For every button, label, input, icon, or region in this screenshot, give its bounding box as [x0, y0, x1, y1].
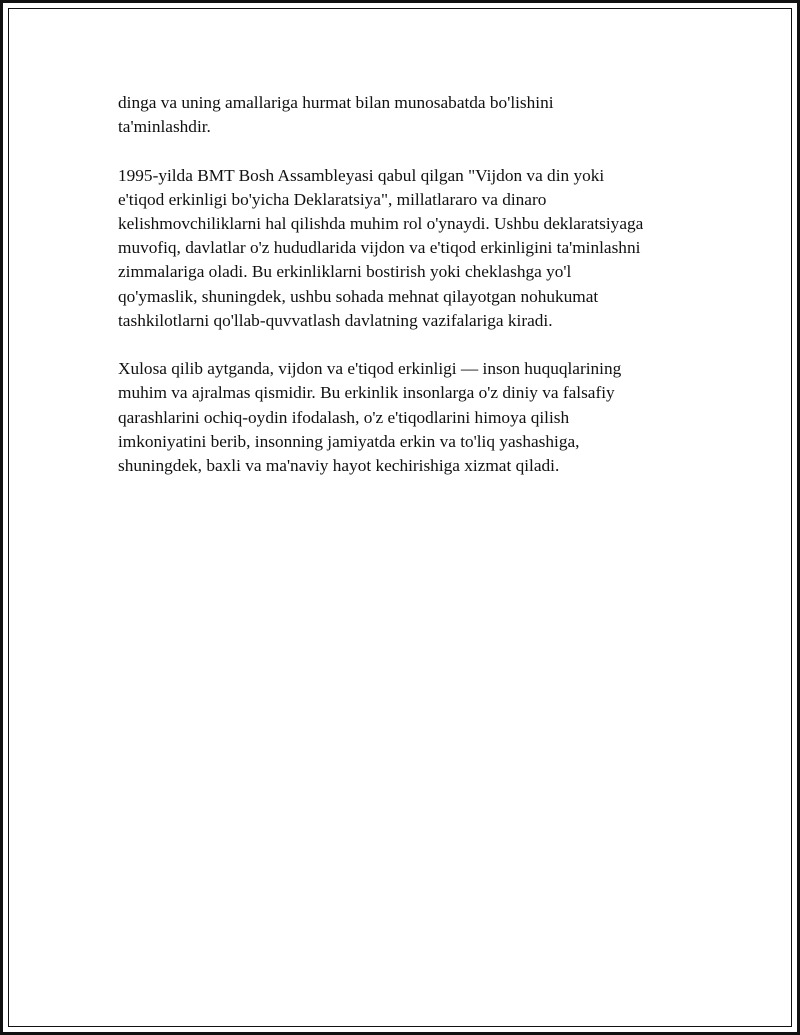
- text-line: imkoniyatini berib, insonning jamiyatda erkin va to'liq yashashiga,: [118, 431, 580, 451]
- text-line: qo'ymaslik, shuningdek, ushbu sohada mehnat qilayotgan nohukumat: [118, 286, 599, 306]
- text-line: tashkilotlarni qo'llab-quvvatlash davlatning vazifalariga kiradi.: [118, 310, 553, 330]
- text-line: shuningdek, baxli va ma'naviy hayot kechirishiga xizmat qiladi.: [118, 456, 560, 476]
- paragraph: [118, 357, 688, 478]
- paragraph: [118, 91, 688, 139]
- text-line: dinga va uning amallariga hurmat bilan munosabatda bo'lishini: [118, 93, 554, 112]
- document-body: [118, 91, 688, 502]
- text-line: qarashlarini ochiq-oydin ifodalash, o'z e'tiqodlarini himoya qilish: [118, 407, 570, 427]
- text-line: muhim va ajralmas qismidir. Bu erkinlik insonlarga o'z diniy va falsafiy: [118, 383, 615, 403]
- paragraph: [118, 164, 688, 333]
- text-line: kelishmovchiliklarni hal qilishda muhim rol o'ynaydi. Ushbu deklaratsiyaga: [118, 214, 644, 233]
- text-line: 1995-yilda BMT Bosh Assambleyasi qabul qilgan "Vijdon va din yoki: [118, 165, 605, 185]
- text-line: zimmalariga oladi. Bu erkinliklarni bostirish yoki cheklashga yo'l: [118, 262, 572, 282]
- text-line: Xulosa qilib aytganda, vijdon va e'tiqod erkinligi — inson huquqlarining: [118, 359, 622, 379]
- text-line: ta'minlashdir.: [118, 117, 211, 137]
- text-line: e'tiqod erkinligi bo'yicha Deklaratsiya", millatlararo va dinaro: [118, 189, 547, 209]
- text-line: muvofiq, davlatlar o'z hududlarida vijdon va e'tiqod erkinligini ta'minlashni: [118, 238, 641, 258]
